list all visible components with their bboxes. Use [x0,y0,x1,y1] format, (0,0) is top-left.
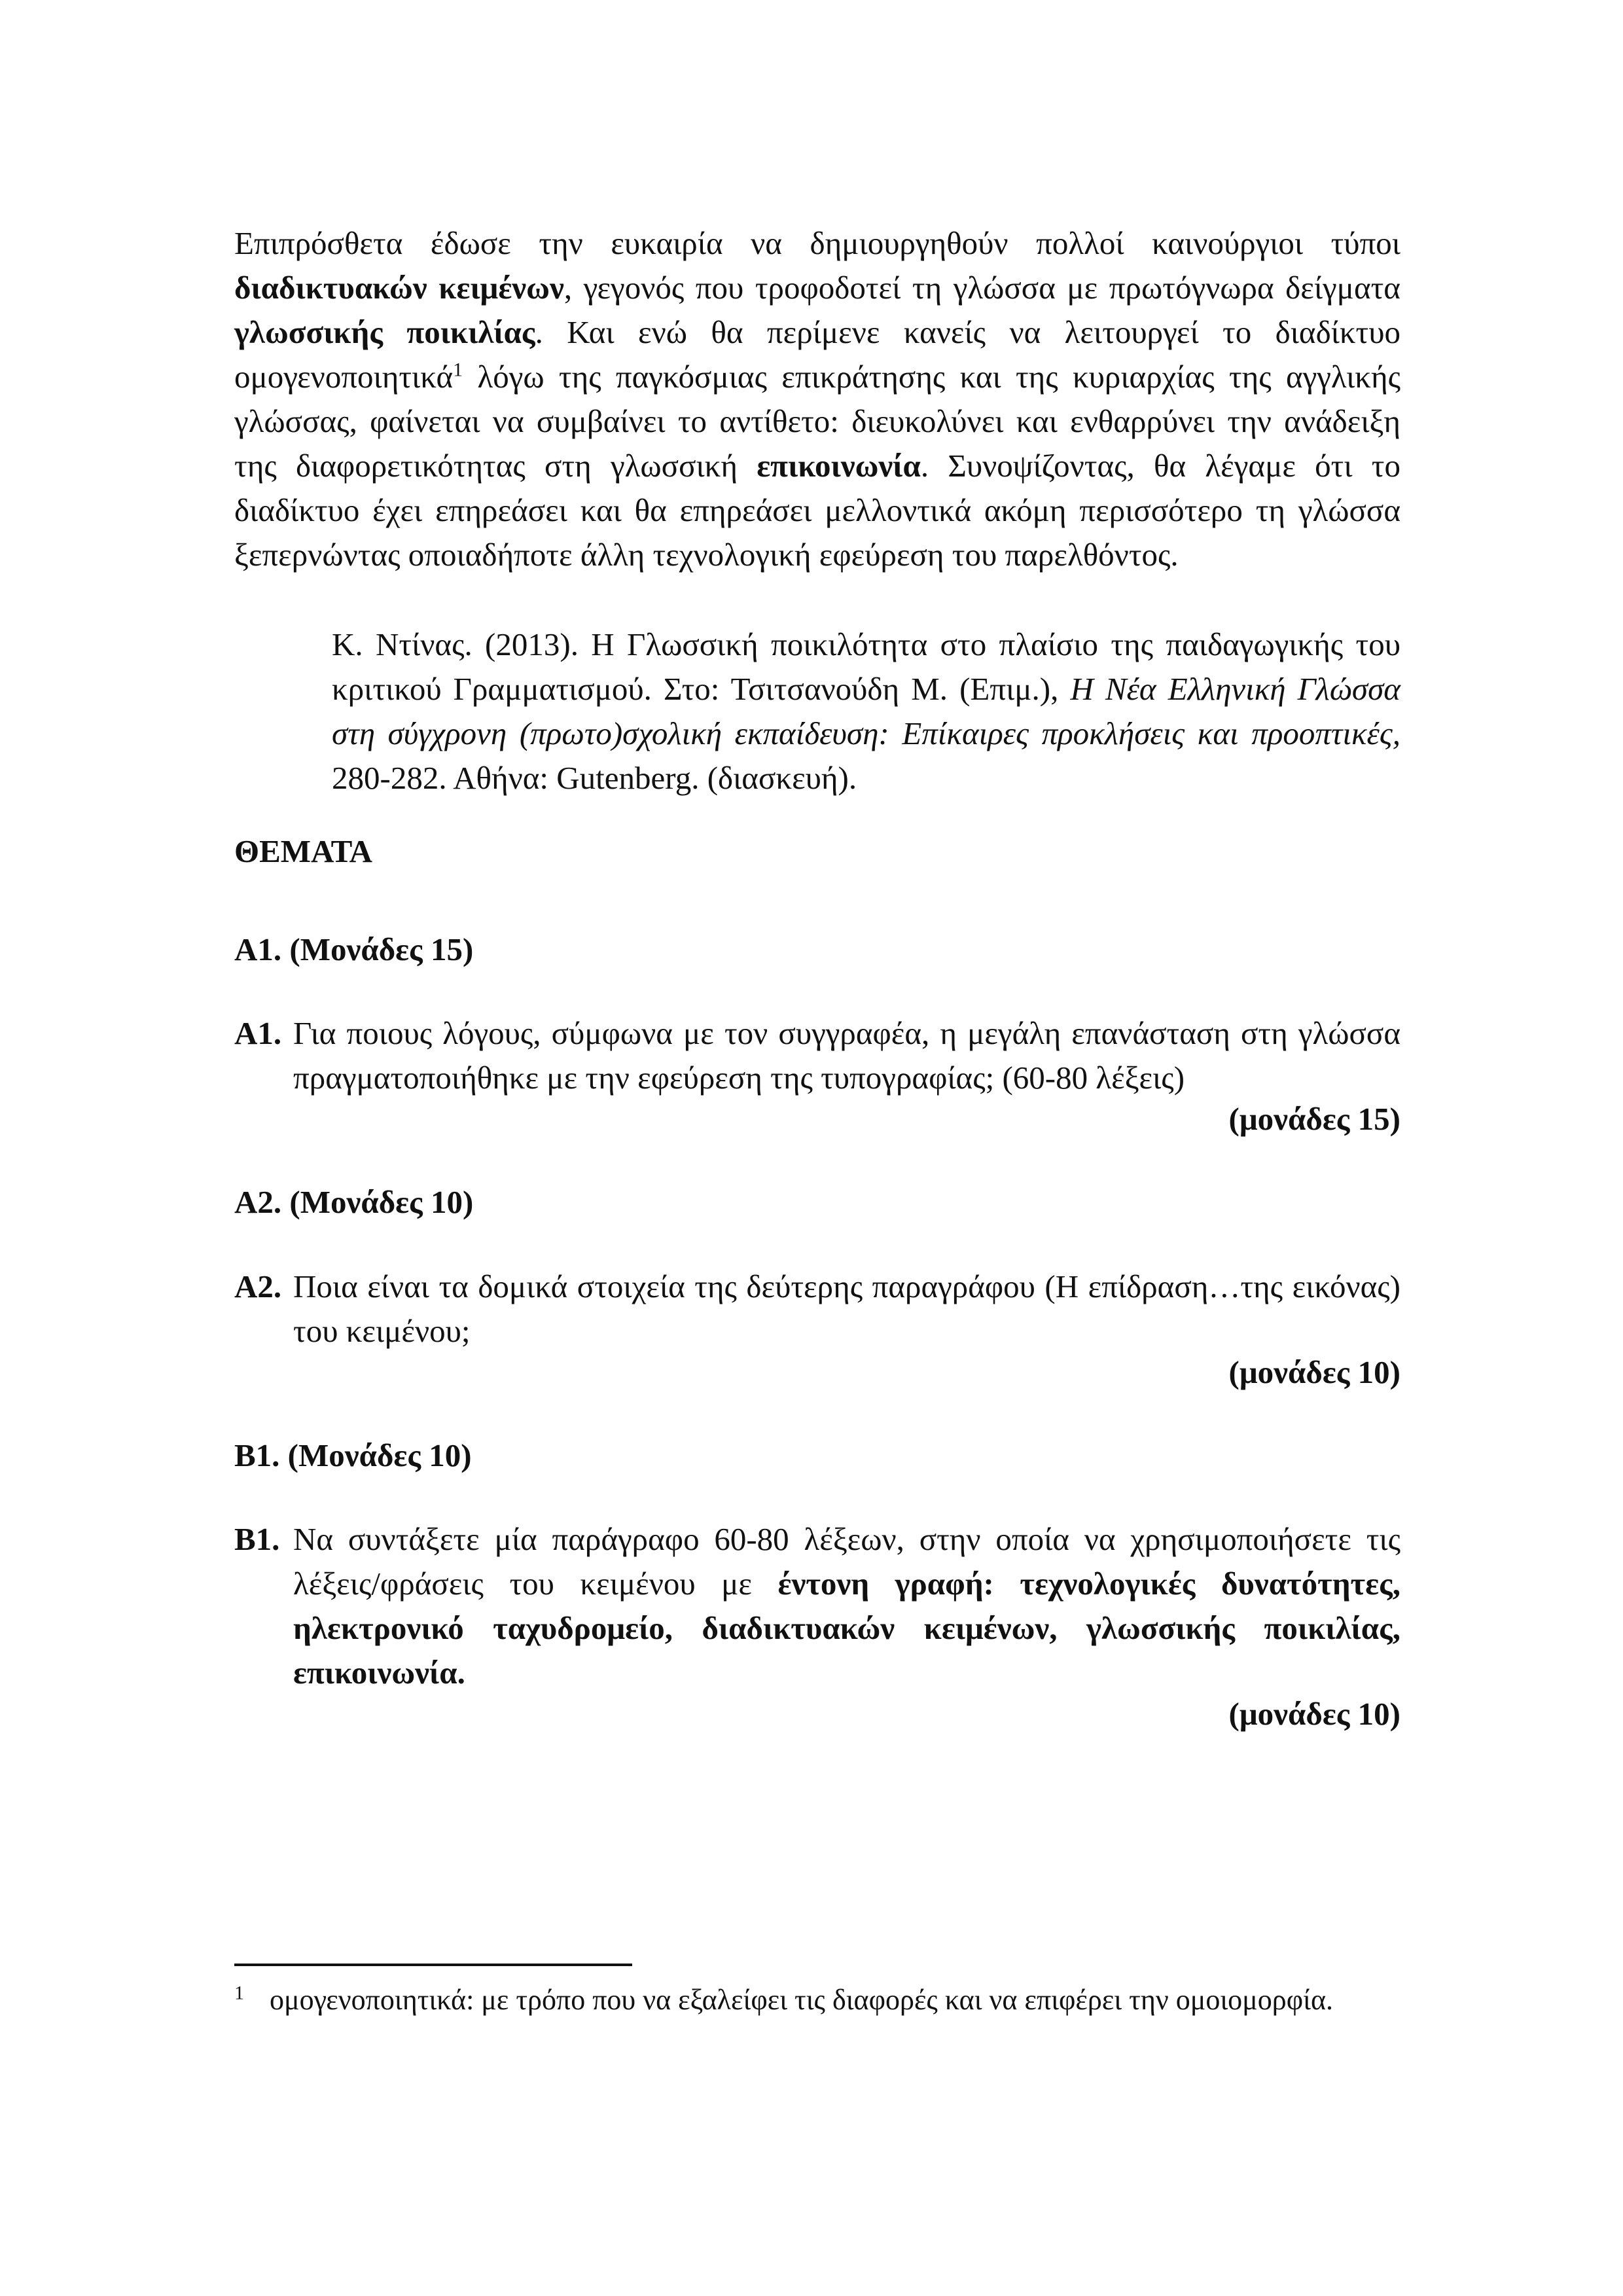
question-text [293,1517,1400,1695]
paragraph-text: Επιπρόσθετα έδωσε την ευκαιρία να δημιουργηθούν πολλοί καινούργιοι τύποι [234,225,1400,261]
footnote [234,1980,1347,2020]
footnote-separator [234,1964,632,1966]
question-text: Για ποιους λόγους, σύμφωνα με τον συγγραφέα, η μεγάλη επανάσταση στη γλώσσα πραγματοποιήθηκε με την εφεύρεση της τυπογραφίας; (60-80 λέξεις) [293,1015,1400,1096]
question-a2 [234,1265,1400,1354]
reference-citation [332,622,1400,800]
paragraph-text: λόγω της παγκόσμιας επικράτησης και της κυριαρχίας της αγγλικής γλώσσας, φαίνεται να συμβαίνει το αντίθετο: διευκολύνει και ενθαρρύνει την ανάδειξη της διαφορετικότητας στη γλωσσική [234,359,1400,484]
footnote-text: ομογενοποιητικά: με τρόπο που να εξαλείφει τις διαφορές και να επιφέρει την ομοιομορφία. [270,1984,1333,2016]
bold-term: διαδικτυακών κειμένων [234,270,564,306]
section-heading-a1: Α1. (Μονάδες 15) [234,931,474,967]
footnote-number: 1 [234,1982,244,2004]
bold-term: επικοινωνία [757,448,921,484]
marks-b1: (μονάδες 10) [1228,1696,1400,1732]
citation-title: Η Νέα Ελληνική Γλώσσα στη σύγχρονη (πρωτο)σχολική εκπαίδευση: Επίκαιρες προκλήσεις και προοπτικές, [332,671,1400,751]
section-heading-b1: Β1. (Μονάδες 10) [234,1437,472,1473]
footnote-marker: 1 [453,359,463,381]
question-number: Α1. [234,1015,282,1051]
question-b1 [234,1517,1400,1695]
question-a1 [234,1011,1400,1100]
paragraph-text: . Συνοψίζοντας, θα λέγαμε ότι το διαδίκτυο έχει επηρεάσει και θα επηρεάσει μελλοντικά ακόμη περισσότερο τη γλώσσα ξεπερνώντας οποιαδήποτε άλλη τεχνολογική εφεύρεση του παρελθόντος. [234,448,1400,573]
citation-text: 280-282. Αθήνα: Gutenberg. (διασκευή). [332,760,857,796]
marks-a2: (μονάδες 10) [1228,1354,1400,1390]
question-text-bold: έντονη γραφή: τεχνολογικές δυνατότητες, ηλεκτρονικό ταχυδρομείο, διαδικτυακών κειμένων, γλωσσικής ποικιλίας, επικοινωνία. [293,1566,1400,1691]
bold-term: γλωσσικής ποικιλίας [234,314,535,350]
question-number: Β1. [234,1521,280,1557]
marks-a1: (μονάδες 15) [1228,1101,1400,1137]
paragraph-text: . Και ενώ θα περίμενε κανείς να λειτουργεί το διαδίκτυο ομογενοποιητικά [234,314,1400,395]
section-heading-a2: Α2. (Μονάδες 10) [234,1184,474,1220]
paragraph-text: , γεγονός που τροφοδοτεί τη γλώσσα με πρωτόγνωρα δείγματα [563,270,1400,306]
themata-heading: ΘΕΜΑΤΑ [234,833,372,869]
question-number: Α2. [234,1268,282,1304]
question-text: Ποια είναι τα δομικά στοιχεία της δεύτερης παραγράφου (Η επίδραση…της εικόνας) του κειμένου; [293,1268,1400,1349]
body-paragraph [234,221,1400,577]
question-text-plain: Να συντάξετε μία παράγραφο 60-80 λέξεων, στην οποία να χρησιμοποιήσετε τις λέξεις/φράσεις του κειμένου με [293,1521,1400,1602]
citation-text: Κ. Ντίνας. (2013). Η Γλωσσική ποικιλότητα στο πλαίσιο της παιδαγωγικής του κριτικού Γραμματισμού. Στο: Τσιτσανούδη Μ. (Επιμ.), [332,626,1400,707]
